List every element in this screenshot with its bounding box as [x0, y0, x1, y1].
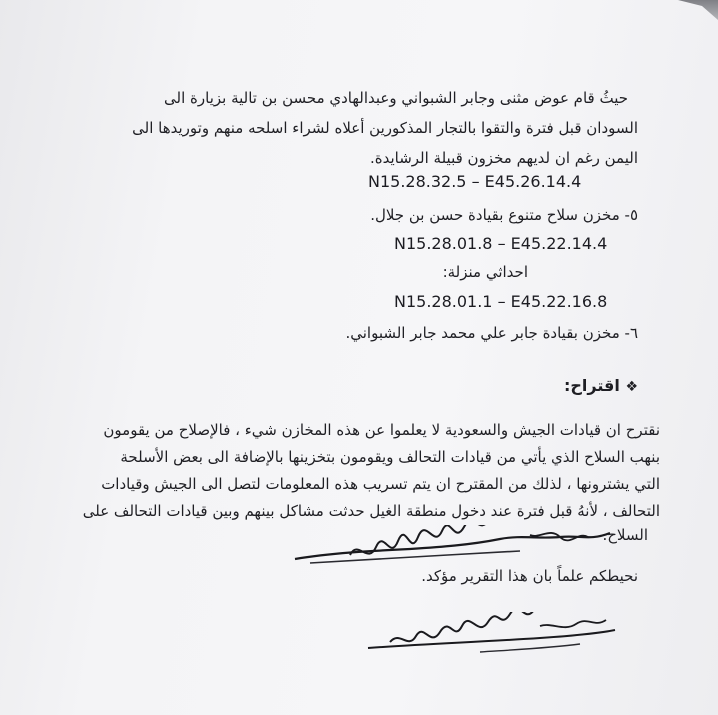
coordinates-text: N15.28.01.8 – E45.22.14.4: [394, 234, 608, 253]
paragraph-line: التحالف ، لأنهُ قبل فترة عند دخول منطقة الغيل حدثت مشاكل بينهم وبين قيادات التحالف على: [82, 502, 660, 520]
handwritten-signature-2: [360, 612, 620, 662]
paragraph-line: السلاح.: [602, 526, 648, 544]
paragraph-line: بنهب السلاح الذي يأتي من قيادات التحالف ويقومون بتخزينها بالإضافة الى بعض الأسلحة: [120, 448, 660, 466]
paragraph-line: اليمن رغم ان لديهم مخزون قبيلة الرشايدة.: [369, 149, 638, 167]
paragraph-line: السودان قبل فترة والتقوا بالتجار المذكورين أعلاه لشراء اسلحه منهم وتوريدها الى: [132, 119, 638, 137]
suggestion-heading: [564, 376, 638, 397]
coordinates-text: N15.28.32.5 – E45.26.14.4: [368, 172, 582, 191]
diamond-bullet-icon: ❖: [625, 379, 638, 395]
closing-statement: نحيطكم علماً بان هذا التقرير مؤكد.: [421, 567, 638, 585]
coordinates-text: N15.28.01.1 – E45.22.16.8: [394, 292, 608, 311]
home-coordinates-label: احداثي منزلة:: [442, 263, 528, 281]
paragraph-line: نقترح ان قيادات الجيش والسعودية لا يعلموا عن هذه المخازن شيء ، فالإصلاح من يقومون: [103, 421, 660, 439]
paragraph-line: حيثُ قام عوض مثنى وجابر الشبواني وعبدالهادي محسن بن تالية بزيارة الى: [164, 89, 628, 107]
page-corner-shadow: [678, 0, 718, 20]
paragraph-line: التي يشترونها ، لذلك من المقترح ان يتم تسريب هذه المعلومات لتصل الى الجيش وقيادات: [101, 475, 660, 493]
suggestion-heading-text: اقتراح:: [564, 376, 620, 395]
list-item-5: ٥- مخزن سلاح متنوع بقيادة حسن بن جلال.: [370, 206, 638, 224]
list-item-6: ٦- مخزن بقيادة جابر علي محمد جابر الشبواني.: [345, 324, 638, 342]
